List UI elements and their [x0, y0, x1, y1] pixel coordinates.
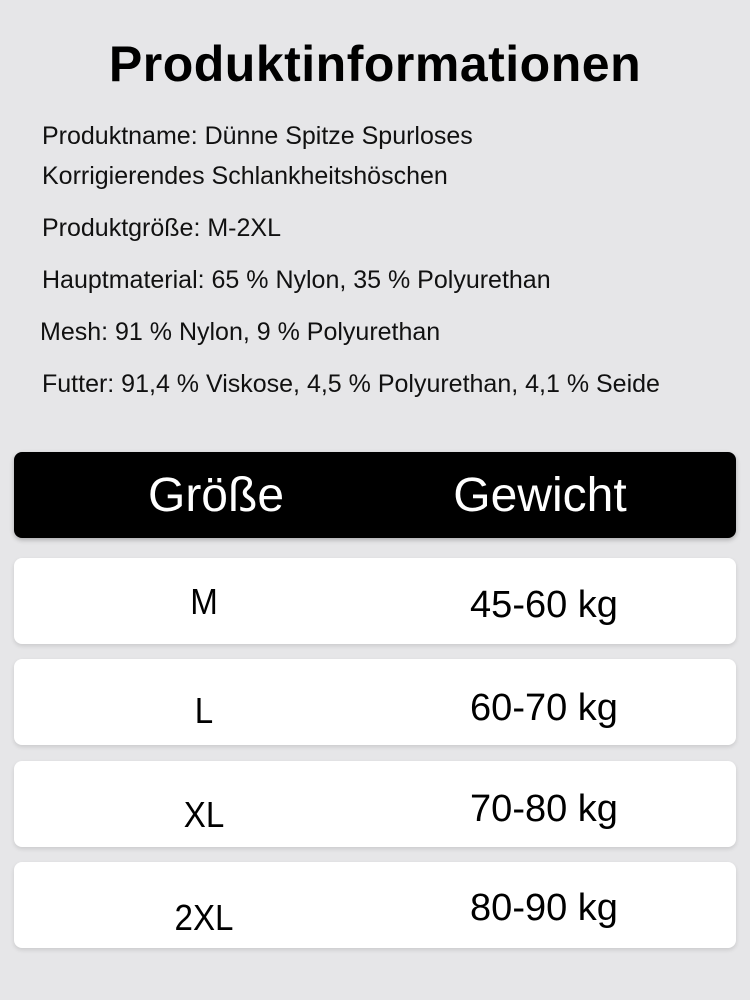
table-row	[14, 862, 736, 948]
size-cell: 2XL	[174, 897, 234, 938]
size-cell: L	[194, 690, 214, 731]
page-title: Produktinformationen	[108, 36, 642, 92]
product-name-line-2: Korrigierendes Schlankheitshöschen	[42, 162, 448, 190]
size-cell: XL	[183, 794, 225, 835]
size-cell: M	[190, 581, 218, 622]
table-row	[14, 761, 736, 847]
table-row	[14, 558, 736, 644]
weight-cell: 60-70 kg	[470, 687, 618, 729]
mesh-info: Mesh: 91 % Nylon, 9 % Polyurethan	[40, 318, 441, 346]
size-column-header: Größe	[147, 469, 285, 522]
weight-cell: 70-80 kg	[470, 788, 618, 830]
lining-info: Futter: 91,4 % Viskose, 4,5 % Polyurethan, 4,1 % Seide	[42, 370, 660, 398]
weight-column-header: Gewicht	[453, 469, 627, 522]
product-size-info: Produktgröße: M-2XL	[42, 214, 281, 242]
weight-cell: 45-60 kg	[470, 584, 618, 626]
weight-cell: 80-90 kg	[470, 887, 618, 929]
size-table-header	[14, 452, 736, 538]
main-material-info: Hauptmaterial: 65 % Nylon, 35 % Polyurethan	[42, 266, 551, 294]
table-row	[14, 659, 736, 745]
product-name-line-1: Produktname: Dünne Spitze Spurloses	[42, 122, 473, 150]
